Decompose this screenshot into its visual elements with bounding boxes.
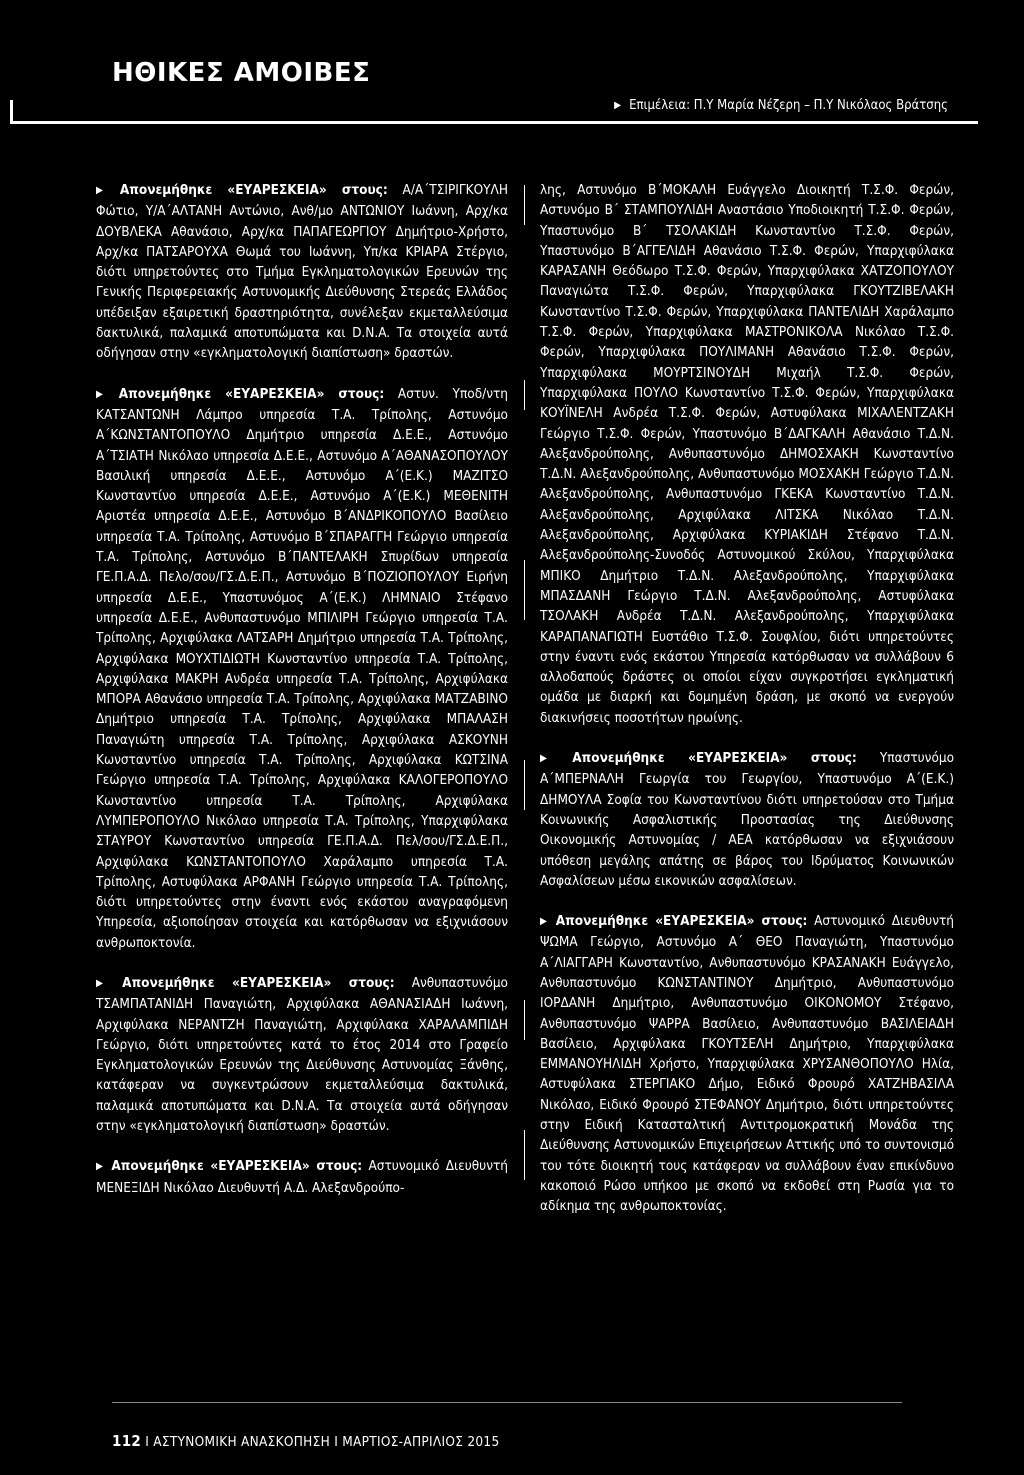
editors-text: Επιμέλεια: Π.Υ Μαρία Νέζερη – Π.Υ Νικόλαος Βράτσης	[629, 98, 948, 113]
column-divider	[524, 380, 525, 410]
award-lead: Απονεμήθηκε «ΕΥΑΡΕΣΚΕΙΑ» στους:	[555, 913, 808, 930]
award-body: λης, Αστυνόμο Β΄ΜΟΚΑΛΗ Ευάγγελο Διοικητή Τ.Σ.Φ. Φερών, Αστυνόμο Β΄ ΣΤΑΜΠΟΥΛΙΔΗ Αναστάσιο Υποδιοικητή Τ.Σ.Φ. Φερών, Υπαστυνόμο Β΄ ΤΣΟΛΑΚΙΔΗ Κωνσταντίνο Τ.Σ.Φ. Φερών, Υπαστυνόμο Β΄ΑΓΓΕΛΙΔΗ Αθανάσιο Τ.Σ.Φ. Φερών, Υπαρχιφύλακα ΚΑΡΑΣΑΝΗ Θεόδωρο Τ.Σ.Φ. Φερών, Υπαρχιφύλακα ΧΑΤΖΟΠΟΥΛΟΥ Παναγιώτα Τ.Σ.Φ. Φερών, Υπαρχιφύλακα ΓΚΟΥΤΖΙΒΕΛΑΚΗ Κωνσταντίνο Τ.Σ.Φ. Φερών, Υπαρχιφύλακα ΠΑΝΤΕΛΙΔΗ Χαράλαμπο Τ.Σ.Φ. Φερών, Υπαρχιφύλακα ΜΑΣΤΡΟΝΙΚΟΛΑ Νικόλαο Τ.Σ.Φ. Φερών, Υπαρχιφύλακα ΠΟΥΛΙΜΑΝΗ Αθανάσιο Τ.Σ.Φ. Φερών, Υπαρχιφύλακα ΜΟΥΡΤΣΙΝΟΥΔΗ Μιχαήλ Τ.Σ.Φ. Φερών, Υπαρχιφύλακα ΠΟΥΛΟ Κωνσταντίνο Τ.Σ.Φ. Φερών, Υπαρχιφύλακα ΚΟΥΪΝΕΛΗ Ανδρέα Τ.Σ.Φ. Φερών, Αστυφύλακα ΜΙΧΑΛΕΝΤΖΑΚΗ Γεώργιο Τ.Σ.Φ. Φερών, Υπαστυνόμο Β΄ΔΑΓΚΑΛΗ Αθανάσιο Τ.Δ.Ν. Αλεξανδρούπολης, Ανθυπαστυνόμο ΔΗΜΟΣΧΑΚΗ Κωνσταντίνο Τ.Δ.Ν. Αλεξανδρούπολης, Ανθυπαστυνόμο ΜΟΣΧΑΚΗ Γεώργιο Τ.Δ.Ν. Αλεξανδρούπολης, Ανθυπαστυνόμο ΓΚΕΚΑ Κωνσταντίνο Τ.Δ.Ν. Αλεξανδρούπολης, Αρχιφύλακα ΛΙΤΣΚΑ Νικόλαο Τ.Δ.Ν. Αλεξανδρούπολης, Αρχιφύλακα ΚΥΡΙΑΚΙΔΗ Στέφανο Τ.Δ.Ν. Αλεξανδρούπολης-Συνοδός Αστυνομικού Σκύλου, Υπαρχιφύλακα ΜΠΙΚΟ Δημήτριο Τ.Δ.Ν. Αλεξανδρούπολης, Υπαρχιφύλακα ΜΠΑΣΔΑΝΗ Γεώργιο Τ.Δ.Ν. Αλεξανδρούπολης, Αστυφύλακα ΤΣΟΛΑΚΗ Ανδρέα Τ.Δ.Ν. Αλεξανδρούπολης, Υπαρχιφύλακα ΚΑΡΑΠΑΝΑΓΙΩΤΗ Ευστάθιο Τ.Σ.Φ. Σουφλίου, διότι υπηρετούντες στην έναντι ενός εκάστου Υπηρεσία κατόρθωσαν να συλλάβουν 6 αλλοδαπούς δράστες οι οποίοι είχαν συγκροτήσει εγκληματική ομάδα με διαρκή και δομημένη δράση, με σκοπό να ενεργούν διακινήσεις ποσοτήτων ηρωίνης.	[540, 182, 954, 726]
award-paragraph	[96, 180, 508, 364]
award-lead: Απονεμήθηκε «ΕΥΑΡΕΣΚΕΙΑ» στους:	[111, 1158, 363, 1175]
footer-rule	[112, 1402, 902, 1403]
award-body: Αστυνομικό Διευθυντή ΨΩΜΑ Γεώργιο, Αστυνόμο Α΄ ΘΕΟ Παναγιώτη, Υπαστυνόμο Α΄ΛΙΑΓΓΑΡΗ Κωνσταντίνο, Ανθυπαστυνόμο ΚΡΑΣΑΝΑΚΗ Ευάγγελο, Ανθυπαστυνόμο ΚΩΝΣΤΑΝΤΙΝΟΥ Δημήτριο, Ανθυπαστυνόμο ΙΟΡΔΑΝΗ Δημήτριο, Ανθυπαστυνόμο ΟΙΚΟΝΟΜΟΥ Στέφανο, Ανθυπαστυνόμο ΨΑΡΡΑ Βασίλειο, Ανθυπαστυνόμο ΒΑΣΙΛΕΙΑΔΗ Βασίλειο, Αρχιφύλακα ΓΚΟΥΤΣΕΛΗ Δημήτριο, Υπαρχιφύλακα ΕΜΜΑΝΟΥΗΛΙΔΗ Χρήστο, Υπαρχιφύλακα ΧΡΥΣΑΝΘΟΠΟΥΛΟ Ηλία, Αστυφύλακα ΣΤΕΡΓΙΑΚΟ Δήμο, Ειδικό Φρουρό ΧΑΤΖΗΒΑΣΙΛΑ Νικόλαο, Ειδικό Φρουρό ΣΤΕΦΑΝΟΥ Δημήτριο, διότι υπηρετούντες στην Ειδική Κατασταλτική Αντιτρομοκρατική Μονάδα της Διεύθυνσης Αστυνομικών Επιχειρήσεων Αττικής υπό το συντονισμό του τότε διοικητή τους κατάφεραν να συλλάβουν έναν επικίνδυνο κακοποιό Ρώσο υπήκοο με σκοπό να εκδοθεί στη Ρωσία για το αδίκημα της ανθρωποκτονίας.	[540, 913, 954, 1215]
column-divider	[524, 1130, 525, 1180]
award-body: Α/Α΄ΤΣΙΡΙΓΚΟΥΛΗ Φώτιο, Υ/Α΄ΑΛΤΑΝΗ Αντώνιο, Ανθ/μο ΑΝΤΩΝΙΟΥ Ιωάννη, Αρχ/κα ΔΟΥΒΛΕΚΑ Αθανάσιο, Αρχ/κα ΠΑΠΑΓΕΩΡΓΙΟΥ Δημήτριο-Χρήστο, Αρχ/κα ΠΑΤΣΑΡΟΥΧΑ Θωμά του Ιωάννη, Υπ/κα ΚΡΙΑΡΑ Στέργιο, διότι υπηρετούντες στο Τμήμα Εγκληματολογικών Ερευνών της Γενικής Περιφερειακής Αστυνομικής Διεύθυνσης Στερεάς Ελλάδος υπέδειξαν εξαιρετική δραστηριότητα, συνέλεξαν εκμεταλλεύσιμα δακτυλικά, παλαμικά αποτυπώματα και D.N.A. Τα στοιχεία αυτά οδήγησαν στην «εγκληματολογική διαπίστωση» δραστών.	[96, 182, 509, 362]
award-paragraph	[96, 1156, 508, 1198]
left-column	[96, 180, 508, 1218]
award-lead: Απονεμήθηκε «ΕΥΑΡΕΣΚΕΙΑ» στους:	[122, 974, 395, 991]
play-arrow-icon: ▶	[540, 916, 550, 928]
editors-line	[614, 98, 948, 113]
page-title: ΗΘΙΚΕΣ ΑΜΟΙΒΕΣ	[112, 58, 371, 88]
award-body: Ανθυπαστυνόμο ΤΣΑΜΠΑΤΑΝΙΔΗ Παναγιώτη, Αρχιφύλακα ΑΘΑΝΑΣΙΑΔΗ Ιωάννη, Αρχιφύλακα ΝΕΡΑΝΤΖΗ Παναγιώτη, Αρχιφύλακα ΧΑΡΑΛΑΜΠΙΔΗ Γεώργιο, διότι υπηρετούντες κατά το έτος 2014 στο Γραφείο Εγκληματολογικών Ερευνών της Διεύθυνσης Αστυνομίας Ξάνθης, κατάφεραν να συγκεντρώσουν εκμεταλλεύσιμα δακτυλικά, παλαμικά αποτυπώματα και D.N.A. Τα στοιχεία αυτά οδήγησαν στην «εγκληματολογική διαπίστωση» δραστών.	[96, 974, 508, 1135]
footer-separator: I	[334, 1434, 339, 1450]
award-paragraph	[96, 384, 508, 953]
play-arrow-icon: ▶	[96, 388, 113, 400]
award-lead: Απονεμήθηκε «ΕΥΑΡΕΣΚΕΙΑ» στους:	[119, 182, 388, 198]
award-body: Υπαστυνόμο Α΄ΜΠΕΡΝΑΛΗ Γεωργία του Γεωργίου, Υπαστυνόμο Α΄(Ε.Κ.) ΔΗΜΟΥΛΑ Σοφία του Κωνσταντίνου διότι υπηρετούσαν στο Τμήμα Κοινωνικής Ασφαλιστικής Προστασίας της Διεύθυνσης Οικονομικής Αστυνομίας / ΑΕΑ κατόρθωσαν να εξιχνιάσουν υπόθεση μεγάλης απάτης σε βάρος του Ιδρύματος Κοινωνικών Ασφαλίσεων μέσω εικονικών ασφαλίσεων.	[540, 750, 955, 889]
award-body: Αστυν. Υποδ/ντη ΚΑΤΣΑΝΤΩΝΗ Λάμπρο υπηρεσία Τ.Α. Τρίπολης, Αστυνόμο Α΄ΚΩΝΣΤΑΝΤΟΠΟΥΛΟ Δημήτριο υπηρεσία Δ.Ε.Ε., Αστυνόμο Α΄ΤΣΙΑΤΗ Νικόλαο υπηρεσία Δ.Ε.Ε., Αστυνόμο Α΄ΑΘΑΝΑΣΟΠΟΥΛΟΥ Βασιλική υπηρεσία Δ.Ε.Ε., Αστυνόμο Α΄(Ε.Κ.) ΜΑΖΙΤΣΟ Κωνσταντίνο υπηρεσία Δ.Ε.Ε., Αστυνόμο Α΄(Ε.Κ.) ΜΕΘΕΝΙΤΗ Αριστέα υπηρεσία Δ.Ε.Ε., Αστυνόμο Β΄ΑΝΔΡΙΚΟΠΟΥΛΟ Βασίλειο υπηρεσία Τ.Α. Τρίπολης, Αστυνόμο Β΄ΣΠΑΡΑΓΓΗ Γεώργιο υπηρεσία Τ.Α. Τρίπολης, Αστυνόμο Β΄ΠΑΝΤΕΛΑΚΗ Σπυρίδων υπηρεσία ΓΕ.Π.Α.Δ. Πελο/σου/ΓΣ.Δ.Ε.Π., Αστυνόμο Β΄ΠΟΖΙΟΠΟΥΛΟΥ Ειρήνη υπηρεσία Δ.Ε.Ε., Υπαστυνόμος Α΄(Ε.Κ.) ΛΗΜΝΑΙΟ Στέφανο υπηρεσία Δ.Ε.Ε., Ανθυπαστυνόμο ΜΠΙΛΙΡΗ Γεώργιο υπηρεσία Τ.Α. Τρίπολης, Αρχιφύλακα ΛΑΤΣΑΡΗ Δημήτριο υπηρεσία Τ.Α. Τρίπολης, Αρχιφύλακα ΜΟΥΧΤΙΔΙΩΤΗ Κωνσταντίνο υπηρεσία Τ.Α. Τρίπολης, Αρχιφύλακα ΜΑΚΡΗ Ανδρέα υπηρεσία Τ.Α. Τρίπολης, Αρχιφύλακα ΜΠΟΡΑ Αθανάσιο υπηρεσία Τ.Α. Τρίπολης, Αρχιφύλακα ΜΑΤΖΑΒΙΝΟ Δημήτριο υπηρεσία Τ.Α. Τρίπολης, Αρχιφύλακα ΜΠΑΛΑΣΗ Παναγιώτη υπηρεσία Τ.Α. Τρίπολης, Αρχιφύλακα ΑΣΚΟΥΝΗ Κωνσταντίνο υπηρεσία Τ.Α. Τρίπολης, Αρχιφύλακα ΚΩΤΣΙΝΑ Γεώργιο υπηρεσία Τ.Α. Τρίπολης, Αρχιφύλακα ΚΑΛΟΓΕΡΟΠΟΥΛΟ Κωνσταντίνο υπηρεσία Τ.Α. Τρίπολης, Αρχιφύλακα ΛΥΜΠΕΡΟΠΟΥΛΟ Νικόλαο υπηρεσία Τ.Α. Τρίπολης, Υπαρχιφύλακα ΣΤΑΥΡΟΥ Κωνσταντίνο υπηρεσία ΓΕ.Π.Α.Δ. Πελ/σου/ΓΣ.Δ.Ε.Π., Αρχιφύλακα ΚΩΝΣΤΑΝΤΟΠΟΥΛΟ Χαράλαμπο υπηρεσία Τ.Α. Τρίπολης, Αστυφύλακα ΑΡΦΑΝΗ Γεώργιο υπηρεσία Τ.Α. Τρίπολης, διότι υπηρετούντες στην έναντι ενός εκάστου αναγραφόμενη Υπηρεσία, αξιοποίησαν στοιχεία και κατόρθωσαν να εξιχνιάσουν ανθρωποκτονία.	[96, 385, 509, 951]
footer-separator: I	[145, 1434, 150, 1450]
column-divider	[524, 760, 525, 810]
column-divider	[524, 1000, 525, 1040]
play-arrow-icon: ▶	[96, 977, 117, 989]
award-body: Αστυνομικό Διευθυντή ΜΕΝΕΞΙΔΗ Νικόλαο Διευθυντή Α.Δ. Αλεξανδρούπο-	[96, 1158, 508, 1196]
award-paragraph	[96, 973, 508, 1136]
issue-date: ΜΑΡΤΙΟΣ-ΑΠΡΙΛΙΟΣ 2015	[342, 1434, 500, 1450]
award-paragraph	[540, 748, 954, 891]
award-paragraph	[540, 180, 954, 728]
column-divider	[524, 560, 525, 620]
right-column	[540, 180, 954, 1237]
play-arrow-icon: ▶	[614, 100, 622, 111]
page-footer	[112, 1432, 499, 1450]
play-arrow-icon: ▶	[96, 185, 114, 196]
page-number: 112	[112, 1432, 142, 1450]
magazine-name: ΑΣΤΥΝΟΜΙΚΗ ΑΝΑΣΚΟΠΗΣΗ	[153, 1434, 331, 1450]
column-divider	[524, 185, 525, 225]
award-paragraph	[540, 911, 954, 1216]
play-arrow-icon: ▶	[540, 753, 567, 765]
award-lead: Απονεμήθηκε «ΕΥΑΡΕΣΚΕΙΑ» στους:	[118, 385, 385, 402]
header-rule	[10, 121, 978, 124]
award-lead: Απονεμήθηκε «ΕΥΑΡΕΣΚΕΙΑ» στους:	[572, 750, 857, 767]
play-arrow-icon: ▶	[96, 1161, 106, 1173]
